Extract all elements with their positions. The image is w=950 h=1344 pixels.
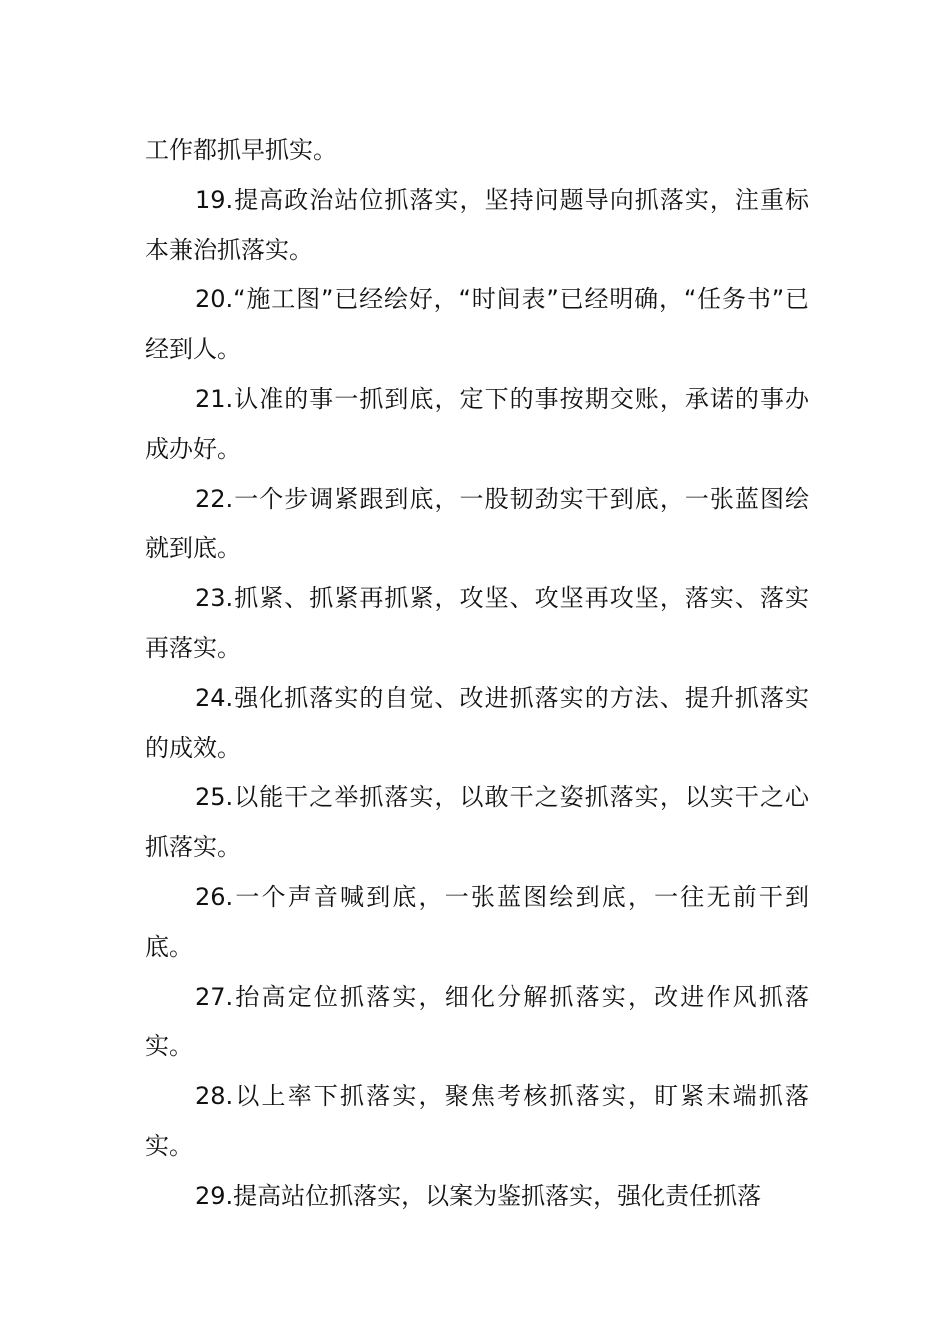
paragraph-item-26: 26.一个声音喊到底，一张蓝图绘到底，一往无前干到底。 [145, 882, 809, 961]
paragraph-item-21: 21.认准的事一抓到底，定下的事按期交账，承诺的事办成办好。 [145, 384, 809, 463]
document-body [145, 126, 809, 1222]
paragraph-item-24: 24.强化抓落实的自觉、改进抓落实的方法、提升抓落实的成效。 [145, 683, 809, 762]
paragraph-item-22: 22.一个步调紧跟到底，一股韧劲实干到底，一张蓝图绘就到底。 [145, 484, 809, 563]
paragraph-continuation: 工作都抓早抓实。 [145, 136, 337, 164]
paragraph-item-19: 19.提高政治站位抓落实，坚持问题导向抓落实，注重标本兼治抓落实。 [145, 185, 809, 264]
paragraph-item-20: 20.“施工图”已经绘好，“时间表”已经明确，“任务书”已经到人。 [145, 285, 809, 364]
paragraph-item-25: 25.以能干之举抓落实，以敢干之姿抓落实，以实干之心抓落实。 [145, 783, 809, 862]
paragraph-item-23: 23.抓紧、抓紧再抓紧，攻坚、攻坚再攻坚，落实、落实再落实。 [145, 584, 809, 662]
paragraph-item-28: 28.以上率下抓落实，聚焦考核抓落实，盯紧末端抓落实。 [145, 1082, 809, 1160]
paragraph-item-29: 29.提高站位抓落实，以案为鉴抓落实，强化责任抓落 [195, 1181, 762, 1210]
paragraph-item-27: 27.抬高定位抓落实，细化分解抓落实，改进作风抓落实。 [145, 982, 809, 1061]
